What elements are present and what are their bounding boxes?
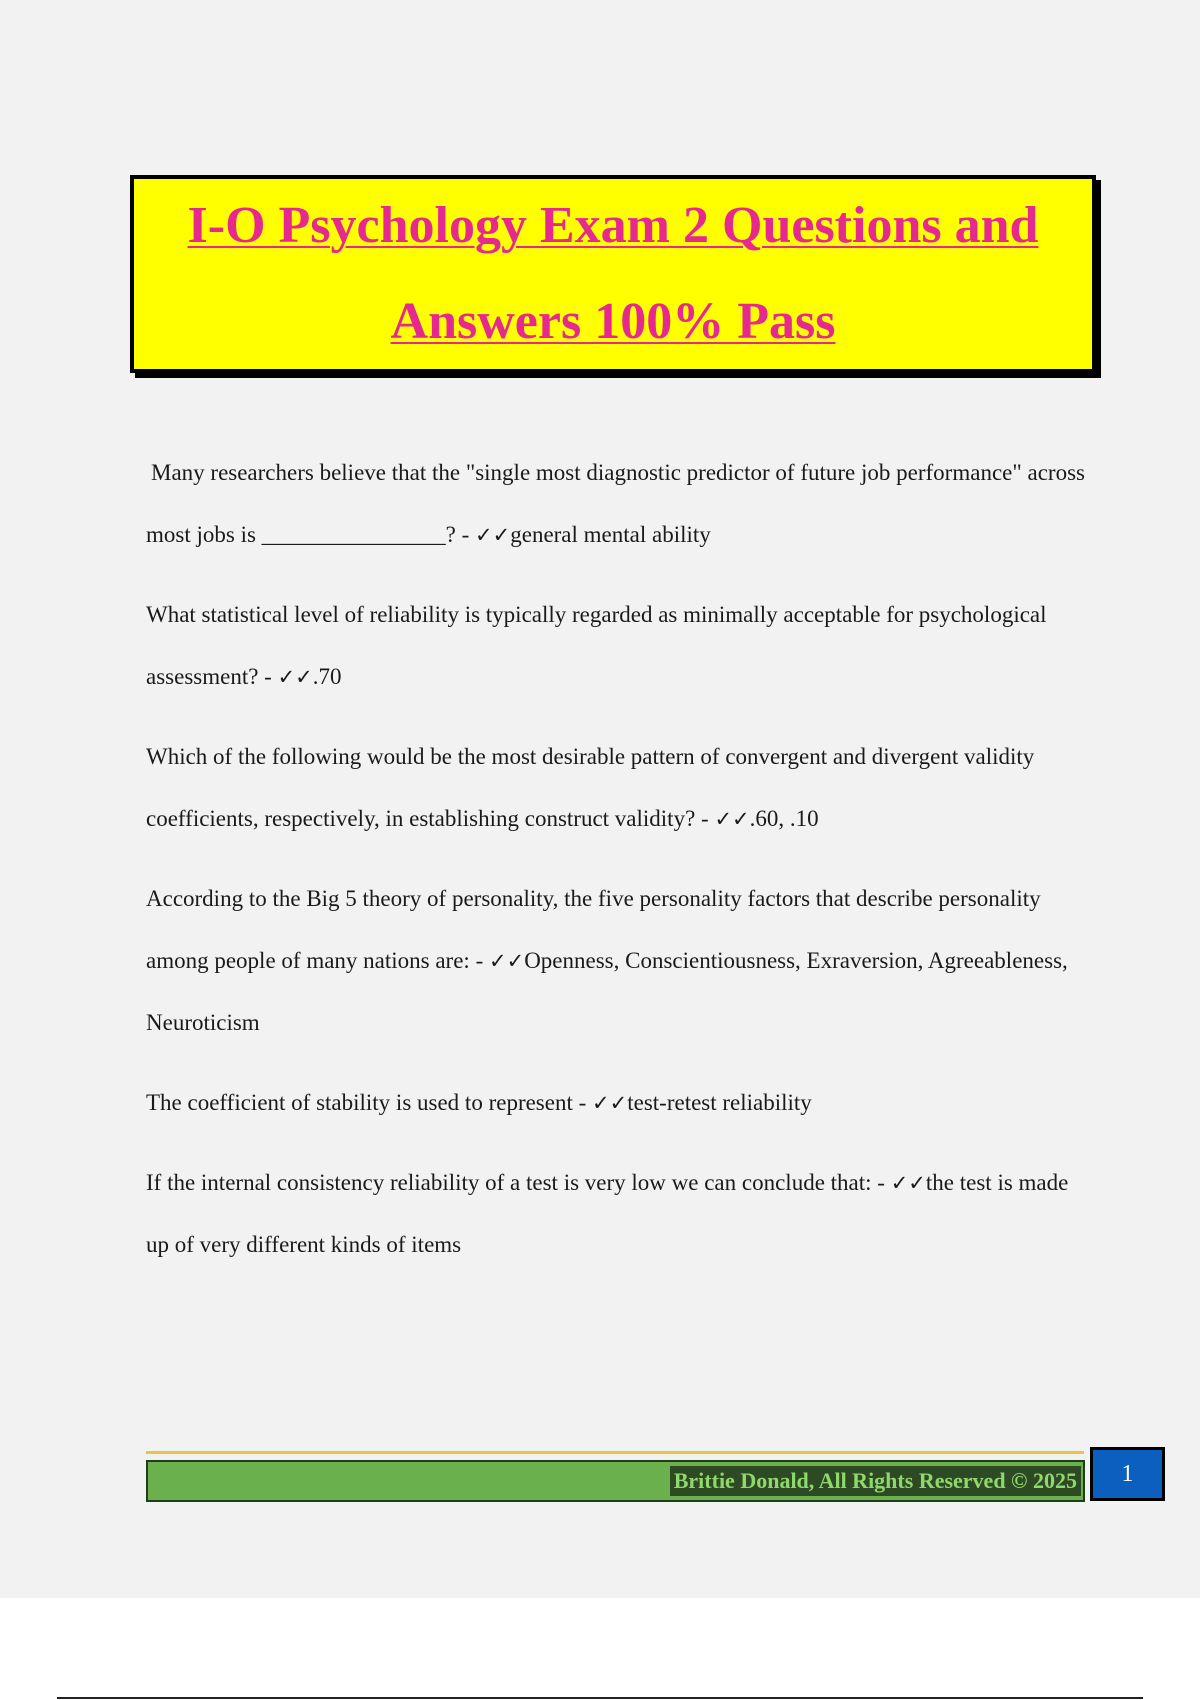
qa-item [146, 442, 1086, 566]
question-text: The coefficient of stability is used to represent - [146, 1090, 593, 1115]
qa-item [146, 584, 1086, 708]
question-text: What statistical level of reliability is typically regarded as minimally acceptable for psychological assessment? - [146, 602, 1047, 689]
footer-bar [146, 1460, 1085, 1502]
qa-list [146, 442, 1086, 1294]
question-text: Many researchers believe that the "single most diagnostic predictor of future job performance" across most jobs is ________________? - [146, 460, 1085, 547]
question-text: If the internal consistency reliability of a test is very low we can conclude that: - [146, 1170, 891, 1195]
qa-item [146, 1152, 1086, 1276]
page-number-badge: 1 [1090, 1447, 1165, 1501]
title-line-2: Answers 100% Pass [390, 293, 836, 350]
footer-divider [146, 1451, 1084, 1454]
qa-item [146, 726, 1086, 850]
answer-text: Openness, Conscientiousness, Exraversion, Agreeableness, Neuroticism [146, 948, 1068, 1035]
check-mark-icon: ✓✓ [475, 523, 511, 547]
title-line-1: I-O Psychology Exam 2 Questions and [187, 197, 1039, 254]
answer-text: test-retest reliability [627, 1090, 812, 1115]
page-separator [57, 1697, 1143, 1699]
check-mark-icon: ✓✓ [890, 1171, 926, 1195]
answer-text: general mental ability [510, 522, 711, 547]
question-text: According to the Big 5 theory of personality, the five personality factors that describe personality among people of many nations are: - [146, 886, 1041, 973]
answer-text: .60, .10 [749, 806, 819, 831]
title-banner [130, 175, 1096, 373]
check-mark-icon: ✓✓ [592, 1091, 628, 1115]
check-mark-icon: ✓✓ [488, 949, 525, 973]
answer-text: .70 [312, 664, 342, 689]
check-mark-icon: ✓✓ [714, 807, 750, 831]
qa-item [146, 1072, 1086, 1134]
answer-text: the test is made up of very different kinds of items [146, 1170, 1069, 1257]
check-mark-icon: ✓✓ [277, 665, 313, 689]
copyright-text: Brittie Donald, All Rights Reserved © 2025 [670, 1466, 1081, 1496]
qa-item [146, 868, 1086, 1054]
question-text: Which of the following would be the most desirable pattern of convergent and divergent validity coefficients, respectively, in establishing construct validity? - [146, 744, 1035, 831]
